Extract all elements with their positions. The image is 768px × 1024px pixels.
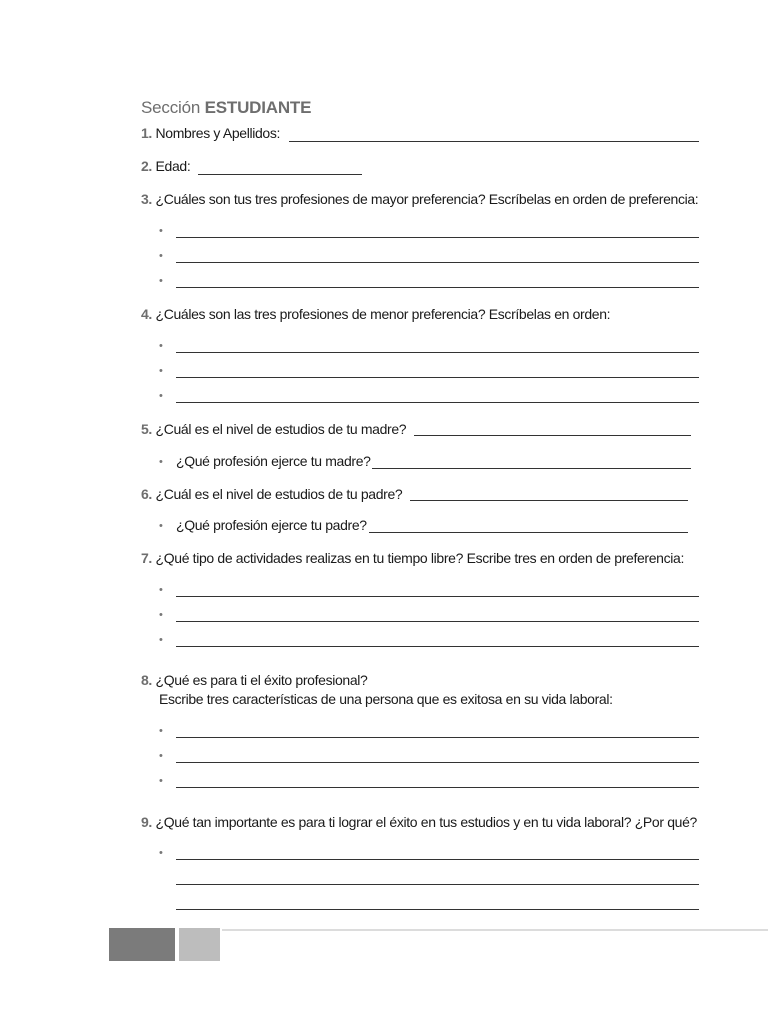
sub-question-mother-profession: ¿Qué profesión ejerce tu madre? <box>176 453 371 469</box>
answer-line[interactable] <box>176 762 699 763</box>
bullet-icon: • <box>159 725 163 737</box>
section-title <box>141 98 311 118</box>
question-8-instruction: Escribe tres características de una persona que es exitosa en su vida laboral: <box>159 691 613 707</box>
question-number: 8. <box>141 672 152 688</box>
question-number: 2. <box>141 158 152 174</box>
question-5 <box>141 421 406 437</box>
question-7 <box>141 550 684 566</box>
bullet-icon: • <box>159 340 163 352</box>
bullet-icon: • <box>159 847 163 859</box>
question-3 <box>141 191 698 207</box>
section-title-name: ESTUDIANTE <box>204 98 312 117</box>
bullet-icon: • <box>159 365 163 377</box>
answer-line-father-education[interactable] <box>410 500 688 501</box>
question-number: 1. <box>141 125 152 141</box>
answer-line[interactable] <box>176 287 699 288</box>
question-number: 6. <box>141 486 152 502</box>
question-text: ¿Qué tipo de actividades realizas en tu tiempo libre? Escribe tres en orden de preferencia: <box>155 550 684 566</box>
answer-line[interactable] <box>176 237 699 238</box>
bullet-icon: • <box>159 750 163 762</box>
answer-line[interactable] <box>176 621 699 622</box>
answer-line[interactable] <box>176 352 699 353</box>
question-2 <box>141 158 190 174</box>
question-6 <box>141 486 402 502</box>
bullet-icon: • <box>159 250 163 262</box>
sub-question-father-profession: ¿Qué profesión ejerce tu padre? <box>176 517 367 533</box>
answer-line-name[interactable] <box>289 141 699 142</box>
question-number: 3. <box>141 191 152 207</box>
question-text: ¿Cuál es el nivel de estudios de tu padre? <box>155 486 403 502</box>
question-number: 5. <box>141 421 152 437</box>
question-text: ¿Cuáles son las tres profesiones de menor preferencia? Escríbelas en orden: <box>155 306 611 322</box>
answer-line[interactable] <box>176 787 699 788</box>
answer-line[interactable] <box>176 737 699 738</box>
bullet-icon: • <box>159 520 163 532</box>
answer-line-mother-profession[interactable] <box>372 468 691 469</box>
question-text: ¿Cuál es el nivel de estudios de tu madre? <box>155 421 407 437</box>
answer-line-mother-education[interactable] <box>414 435 691 436</box>
question-4 <box>141 306 610 322</box>
question-text: ¿Qué tan importante es para ti lograr el éxito en tus estudios y en tu vida laboral? ¿Por qué? <box>155 814 697 830</box>
answer-line[interactable] <box>176 884 699 885</box>
question-number: 9. <box>141 814 152 830</box>
footer-light-block <box>179 928 220 961</box>
bullet-icon: • <box>159 390 163 402</box>
bullet-icon: • <box>159 275 163 287</box>
bullet-icon: • <box>159 609 163 621</box>
answer-line-father-profession[interactable] <box>369 532 688 533</box>
answer-line[interactable] <box>176 377 699 378</box>
section-title-prefix: Sección <box>141 98 201 117</box>
answer-line-age[interactable] <box>198 174 362 175</box>
answer-line[interactable] <box>176 646 699 647</box>
bullet-icon: • <box>159 225 163 237</box>
bullet-icon: • <box>159 634 163 646</box>
question-8 <box>141 672 367 688</box>
answer-line[interactable] <box>176 859 699 860</box>
question-text: Edad: <box>155 158 191 174</box>
answer-line[interactable] <box>176 402 699 403</box>
question-number: 7. <box>141 550 152 566</box>
footer-rule <box>222 929 768 931</box>
answer-line[interactable] <box>176 596 699 597</box>
question-text: ¿Qué es para ti el éxito profesional? <box>155 672 368 688</box>
bullet-icon: • <box>159 456 163 468</box>
question-text: Nombres y Apellidos: <box>155 125 281 141</box>
question-number: 4. <box>141 306 152 322</box>
footer-dark-block <box>109 928 175 961</box>
bullet-icon: • <box>159 584 163 596</box>
bullet-icon: • <box>159 775 163 787</box>
question-9 <box>141 814 697 830</box>
question-text: ¿Cuáles son tus tres profesiones de mayor preferencia? Escríbelas en orden de preferencia: <box>155 191 699 207</box>
question-1 <box>141 125 280 141</box>
answer-line[interactable] <box>176 262 699 263</box>
answer-line[interactable] <box>176 909 699 910</box>
